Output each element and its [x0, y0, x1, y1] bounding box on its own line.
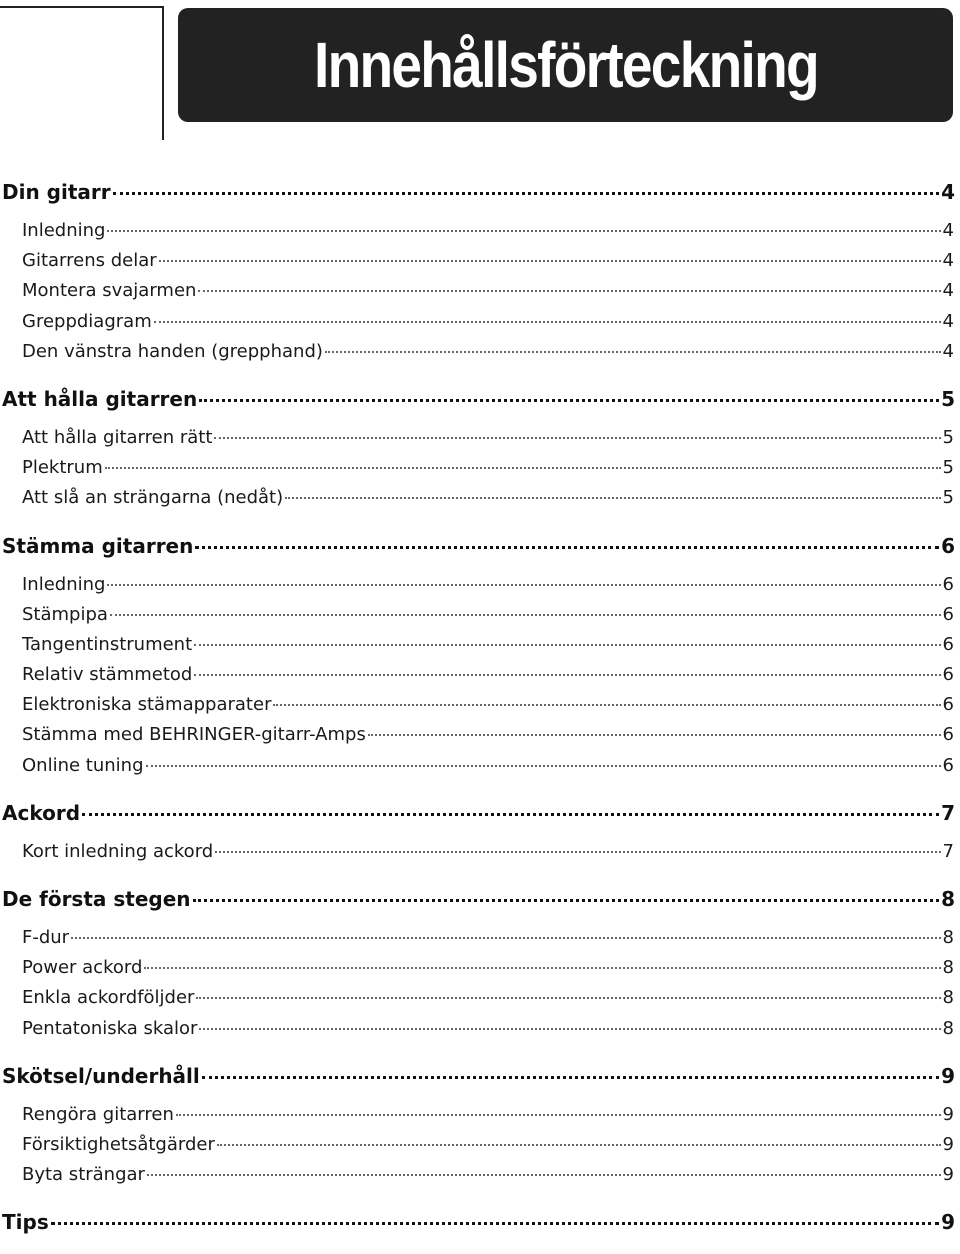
toc-item-label: Enkla ackordföljder [22, 987, 195, 1009]
toc-item-page: 4 [942, 280, 954, 302]
toc-item-label: Plektrum [22, 457, 103, 479]
toc-item-row[interactable] [0, 246, 960, 276]
toc-heading-row[interactable] [0, 168, 960, 216]
toc-item-page: 9 [942, 1133, 954, 1155]
toc-heading-page: 9 [941, 1063, 955, 1088]
toc-item-page: 6 [942, 633, 954, 655]
toc-heading-row[interactable] [0, 522, 960, 570]
toc-item-page: 4 [942, 250, 954, 272]
toc-item-label: Rengöra gitarren [22, 1103, 174, 1125]
toc-item-list [0, 923, 960, 1052]
dot-leader [146, 765, 941, 767]
toc-item-row[interactable] [0, 307, 960, 337]
toc-item-page: 8 [942, 987, 954, 1009]
toc-section [0, 168, 960, 375]
dot-leader [199, 399, 939, 402]
toc-heading-label: Stämma gitarren [2, 533, 194, 558]
toc-item-row[interactable] [0, 423, 960, 453]
toc-item-label: Inledning [22, 220, 106, 241]
dot-leader [195, 546, 939, 549]
toc-section [0, 522, 960, 789]
toc-item-page: 9 [942, 1164, 954, 1186]
toc-item-row[interactable] [0, 751, 960, 781]
toc-item-label: F-dur [22, 927, 70, 948]
toc-heading-page: 6 [941, 533, 955, 558]
toc-item-page: 5 [942, 457, 954, 479]
dot-leader [107, 584, 940, 586]
dot-leader [194, 644, 940, 646]
dot-leader [217, 1144, 941, 1146]
dot-leader [214, 437, 940, 439]
dot-leader [107, 230, 940, 232]
toc-item-label: Den vänstra handen (grepphand) [22, 340, 323, 362]
dot-leader [215, 851, 940, 853]
toc-item-row[interactable] [0, 337, 960, 367]
dot-leader [82, 813, 939, 816]
toc-item-page: 6 [942, 694, 954, 716]
dot-leader [199, 1028, 940, 1030]
toc-section [0, 1052, 960, 1199]
toc-item-label: Elektroniska stämapparater [22, 694, 272, 716]
toc-item-row[interactable] [0, 923, 960, 953]
toc-item-row[interactable] [0, 953, 960, 983]
toc-item-row[interactable] [0, 983, 960, 1013]
toc-section [0, 375, 960, 522]
dot-leader [198, 290, 940, 292]
frame-line-top [0, 6, 164, 8]
toc-heading-page: 4 [941, 180, 955, 204]
toc-item-page: 6 [942, 754, 954, 776]
toc-item-label: Montera svajarmen [22, 280, 197, 302]
toc-heading-row[interactable] [0, 1198, 960, 1246]
toc-heading-label: Att hålla gitarren [2, 386, 198, 411]
toc-item-row[interactable] [0, 720, 960, 750]
toc-item-row[interactable] [0, 276, 960, 306]
toc-item-row[interactable] [0, 453, 960, 483]
toc-item-label: Relativ stämmetod [22, 664, 193, 686]
toc-item-label: Kort inledning ackord [22, 840, 214, 862]
toc-item-page: 5 [942, 487, 954, 509]
dot-leader [193, 899, 940, 902]
dot-leader [105, 467, 941, 469]
dot-leader [154, 321, 941, 323]
toc-section [0, 875, 960, 1052]
toc-item-row[interactable] [0, 630, 960, 660]
toc-item-page: 4 [942, 310, 954, 332]
toc-item-label: Försiktighetsåtgärder [22, 1133, 215, 1155]
toc-item-page: 6 [942, 603, 954, 625]
dot-leader [194, 674, 940, 676]
dot-leader [368, 734, 941, 736]
toc-item-page: 6 [942, 664, 954, 686]
toc-item-list [0, 570, 960, 789]
toc-item-label: Power ackord [22, 957, 143, 979]
toc-item-label: Pentatoniska skalor [22, 1017, 198, 1039]
toc-heading-row[interactable] [0, 789, 960, 837]
toc-heading-label: Skötsel/underhåll [2, 1063, 200, 1088]
toc-item-row[interactable] [0, 837, 960, 867]
toc-item-list [0, 423, 960, 522]
toc-item-label: Att slå an strängarna (nedåt) [22, 487, 284, 509]
dot-leader [147, 1174, 941, 1176]
toc-heading-page: 7 [941, 800, 955, 825]
toc-item-row[interactable] [0, 1130, 960, 1160]
toc-item-label: Gitarrens delar [22, 250, 157, 272]
page-title: Innehållsförteckning [313, 29, 818, 101]
toc-item-row[interactable] [0, 1100, 960, 1130]
toc-section [0, 789, 960, 875]
toc-item-row[interactable] [0, 216, 960, 246]
toc-item-label: Online tuning [22, 754, 144, 776]
toc-item-label: Greppdiagram [22, 310, 152, 332]
toc-heading-label: Tips [2, 1210, 49, 1235]
toc-item-page: 6 [942, 724, 954, 746]
toc-heading-page: 9 [941, 1210, 955, 1235]
dot-leader [71, 937, 940, 939]
toc-heading-page: 5 [941, 386, 955, 411]
frame-line-right [162, 6, 164, 140]
toc-item-label: Att hålla gitarren rätt [22, 426, 213, 448]
dot-leader [285, 497, 940, 499]
toc-item-page: 8 [942, 957, 954, 979]
dot-leader [202, 1076, 939, 1079]
toc-item-page: 4 [942, 220, 954, 241]
toc-item-label: Stämpipa [22, 603, 108, 625]
dot-leader [159, 260, 941, 262]
toc-item-row[interactable] [0, 1160, 960, 1190]
dot-leader [176, 1114, 941, 1116]
toc-heading-label: Din gitarr [2, 180, 111, 204]
toc-item-label: Stämma med BEHRINGER-gitarr-Amps [22, 724, 366, 746]
toc-heading-page: 8 [941, 887, 955, 911]
toc-item-label: Inledning [22, 573, 106, 595]
toc-item-page: 8 [942, 927, 954, 948]
toc-item-row[interactable] [0, 483, 960, 513]
dot-leader [325, 351, 941, 353]
dot-leader [273, 704, 940, 706]
toc-item-label: Byta strängar [22, 1164, 145, 1186]
toc-item-row[interactable] [0, 600, 960, 630]
toc-item-list [0, 1100, 960, 1199]
toc-item-page: 6 [942, 573, 954, 595]
toc-item-page: 7 [942, 840, 954, 862]
dot-leader [196, 997, 940, 999]
toc-heading-row[interactable] [0, 875, 960, 923]
toc-item-row[interactable] [0, 1014, 960, 1044]
toc-item-row[interactable] [0, 690, 960, 720]
table-of-contents [0, 168, 960, 1246]
toc-item-list [0, 837, 960, 875]
dot-leader [110, 614, 941, 616]
toc-item-page: 4 [942, 340, 954, 362]
toc-item-label: Tangentinstrument [22, 633, 193, 655]
toc-heading-row[interactable] [0, 375, 960, 423]
toc-item-page: 9 [942, 1103, 954, 1125]
toc-heading-row[interactable] [0, 1052, 960, 1100]
title-box [178, 8, 953, 122]
toc-section [0, 1198, 960, 1246]
dot-leader [113, 192, 939, 195]
toc-item-page: 5 [942, 426, 954, 448]
title-frame [0, 0, 960, 140]
dot-leader [144, 967, 940, 969]
toc-item-list [0, 216, 960, 375]
toc-heading-label: De första stegen [2, 887, 191, 911]
toc-heading-label: Ackord [2, 800, 81, 825]
dot-leader [51, 1222, 939, 1225]
toc-item-row[interactable] [0, 660, 960, 690]
toc-item-row[interactable] [0, 570, 960, 600]
toc-item-page: 8 [942, 1017, 954, 1039]
